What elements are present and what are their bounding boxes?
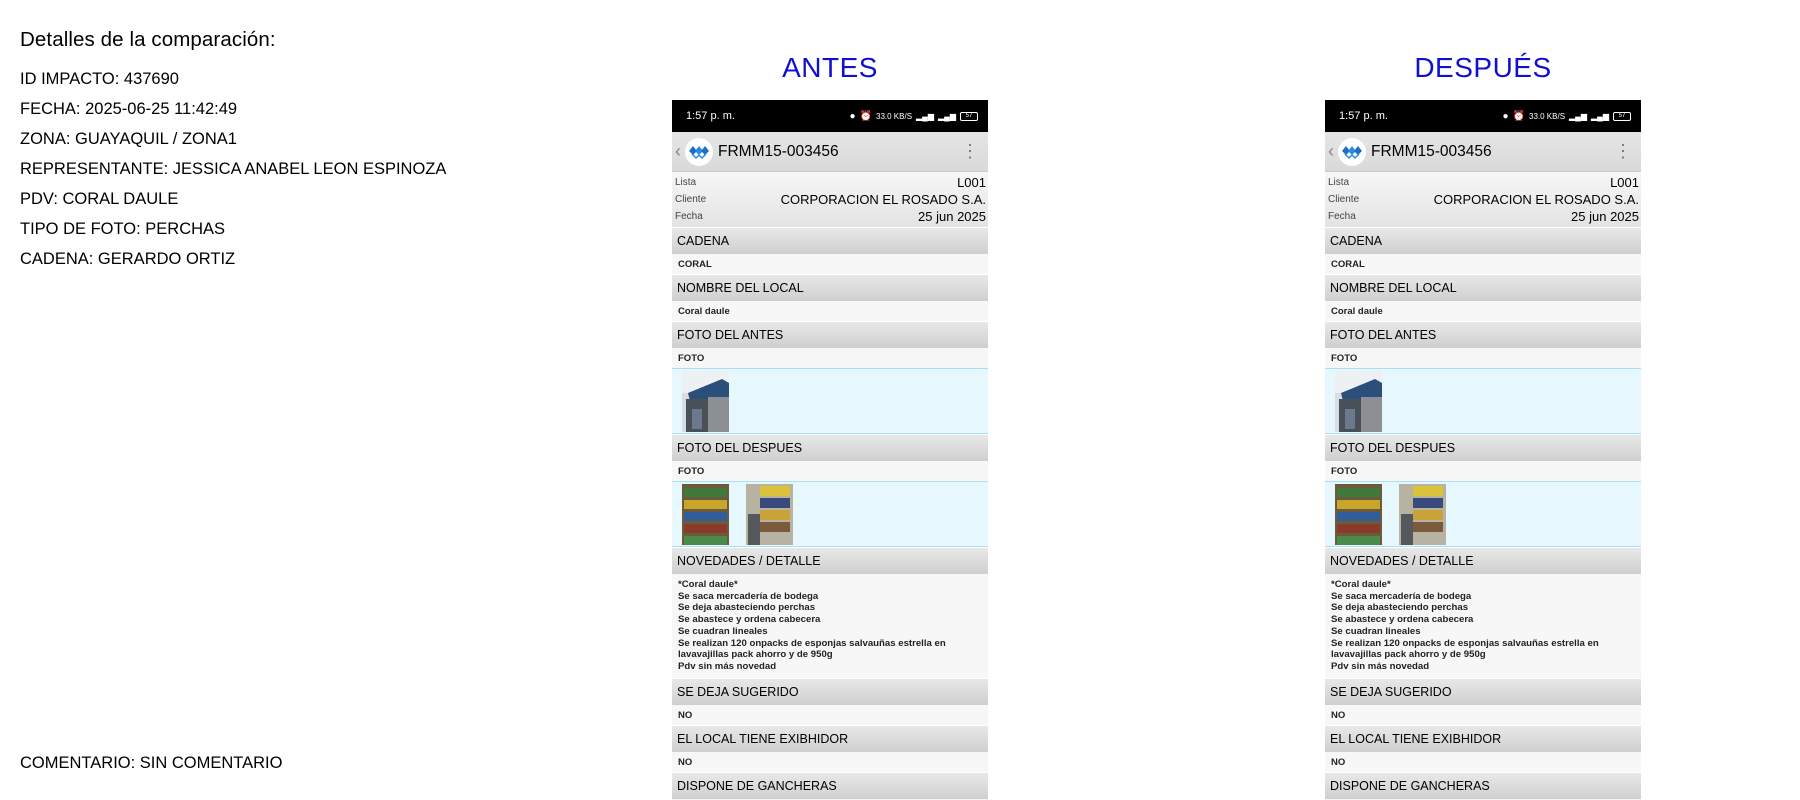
status-time: 1:57 p. m.: [1339, 110, 1388, 122]
notes-novedades: [1325, 574, 1641, 678]
status-bar: [1325, 100, 1641, 132]
info-row-fecha: Fecha 25 jun 2025: [675, 209, 986, 224]
alarm-icon: ⏰: [1512, 110, 1525, 122]
value-cadena: CORAL: [1325, 254, 1641, 274]
more-vert-icon[interactable]: ⋮: [961, 141, 979, 161]
phone-screenshot-antes: [672, 100, 988, 800]
info-row-lista: Lista L001: [1328, 175, 1639, 190]
status-icons: [1503, 111, 1632, 122]
detail-representante: REPRESENTANTE: JESSICA ANABEL LEON ESPINOZA: [20, 160, 447, 178]
section-nombre-local: NOMBRE DEL LOCAL: [672, 274, 988, 301]
form-id-title: FRMM15-003456: [718, 142, 839, 160]
value-sugerido: NO: [672, 705, 988, 725]
app-bar: [672, 132, 988, 172]
note-line: Se cuadran lineales: [1331, 625, 1421, 637]
note-line: Pdv sin más novedad: [678, 660, 777, 672]
photo-thumbnail-storefront[interactable]: [1335, 371, 1382, 432]
app-logo: [1338, 138, 1366, 166]
section-gancheras: DISPONE DE GANCHERAS: [672, 772, 988, 799]
info-row-cliente: Cliente CORPORACION EL ROSADO S.A.: [1328, 192, 1639, 207]
section-cadena: CADENA: [1325, 227, 1641, 254]
panel-title-antes: ANTES: [782, 52, 878, 83]
network-speed: 33.0 KB/S: [876, 111, 913, 121]
alarm-icon: ⏰: [859, 110, 872, 122]
photo-row-antes: [1325, 368, 1641, 434]
note-line: Se deja abasteciendo perchas: [678, 602, 816, 614]
back-icon[interactable]: ‹: [675, 141, 681, 161]
info-row-fecha: Fecha 25 jun 2025: [1328, 209, 1639, 224]
detail-pdv: PDV: CORAL DAULE: [20, 190, 179, 208]
value-exhibidor: NO: [1325, 752, 1641, 772]
value-cadena: CORAL: [672, 254, 988, 274]
note-line: Se saca mercadería de bodega: [678, 590, 819, 602]
note-line: *Coral daule*: [1331, 579, 1391, 590]
note-line: lavavajillas pack ahorro y de 950g: [1331, 649, 1486, 661]
location-icon: ●: [849, 110, 856, 122]
detail-tipo-foto: TIPO DE FOTO: PERCHAS: [20, 220, 226, 238]
signal-icon-2: ▂▄▆: [1591, 111, 1609, 121]
photo-thumbnail-storefront[interactable]: [682, 371, 729, 432]
battery-icon: 57: [1613, 112, 1631, 121]
photo-thumbnail-shelf-1[interactable]: [682, 484, 729, 545]
detail-cadena: CADENA: GERARDO ORTIZ: [20, 250, 236, 268]
detail-fecha: FECHA: 2025-06-25 11:42:49: [20, 100, 238, 118]
detail-id-impacto: ID IMPACTO: 437690: [20, 70, 179, 88]
signal-icon: ▂▄▆: [1569, 111, 1588, 121]
section-nombre-local: NOMBRE DEL LOCAL: [1325, 274, 1641, 301]
signal-icon: ▂▄▆: [916, 111, 935, 121]
section-exhibidor: EL LOCAL TIENE EXIBHIDOR: [672, 725, 988, 752]
value-nombre-local: Coral daule: [1325, 301, 1641, 321]
signal-icon-2: ▂▄▆: [938, 111, 956, 121]
note-line: Se realizan 120 onpacks de esponjas salvauñas estrella en: [678, 637, 946, 649]
value-exhibidor: NO: [672, 752, 988, 772]
panel-title-despues: DESPUÉS: [1414, 52, 1552, 83]
photo-thumbnail-shelf-2[interactable]: [1399, 484, 1446, 545]
section-foto-antes: FOTO DEL ANTES: [672, 321, 988, 348]
comment-text: COMENTARIO: SIN COMENTARIO: [20, 754, 283, 772]
section-foto-despues: FOTO DEL DESPUES: [1325, 434, 1641, 461]
note-line: Se saca mercadería de bodega: [1331, 590, 1472, 602]
note-line: Se abastece y ordena cabecera: [1331, 614, 1474, 626]
section-novedades: NOVEDADES / DETALLE: [672, 547, 988, 574]
note-line: Se cuadran lineales: [678, 625, 768, 637]
section-sugerido: SE DEJA SUGERIDO: [672, 678, 988, 705]
form-info: [1325, 172, 1641, 227]
section-foto-despues: FOTO DEL DESPUES: [672, 434, 988, 461]
location-icon: ●: [1502, 110, 1509, 122]
battery-icon: 57: [960, 112, 978, 121]
label-foto-antes: FOTO: [672, 348, 988, 368]
section-exhibidor: EL LOCAL TIENE EXIBHIDOR: [1325, 725, 1641, 752]
app-logo: [685, 138, 713, 166]
status-icons: [850, 111, 979, 122]
value-sugerido: NO: [1325, 705, 1641, 725]
app-bar: [1325, 132, 1641, 172]
label-foto-despues: FOTO: [1325, 461, 1641, 481]
notes-novedades: [672, 574, 988, 678]
value-nombre-local: Coral daule: [672, 301, 988, 321]
label-foto-despues: FOTO: [672, 461, 988, 481]
note-line: Pdv sin más novedad: [1331, 660, 1430, 672]
section-foto-antes: FOTO DEL ANTES: [1325, 321, 1641, 348]
section-novedades: NOVEDADES / DETALLE: [1325, 547, 1641, 574]
note-line: Se deja abasteciendo perchas: [1331, 602, 1469, 614]
note-line: Se realizan 120 onpacks de esponjas salvauñas estrella en: [1331, 637, 1599, 649]
info-row-lista: Lista L001: [675, 175, 986, 190]
section-sugerido: SE DEJA SUGERIDO: [1325, 678, 1641, 705]
detail-zona: ZONA: GUAYAQUIL / ZONA1: [20, 130, 237, 148]
more-vert-icon[interactable]: ⋮: [1614, 141, 1632, 161]
photo-row-despues: [1325, 481, 1641, 547]
status-time: 1:57 p. m.: [686, 110, 735, 122]
details-heading: Detalles de la comparación:: [20, 28, 276, 51]
form-info: [672, 172, 988, 227]
info-row-cliente: Cliente CORPORACION EL ROSADO S.A.: [675, 192, 986, 207]
section-cadena: CADENA: [672, 227, 988, 254]
note-line: Se abastece y ordena cabecera: [678, 614, 821, 626]
photo-thumbnail-shelf-1[interactable]: [1335, 484, 1382, 545]
phone-screenshot-despues: [1325, 100, 1641, 800]
network-speed: 33.0 KB/S: [1529, 111, 1566, 121]
section-gancheras: DISPONE DE GANCHERAS: [1325, 772, 1641, 799]
photo-row-despues: [672, 481, 988, 547]
label-foto-antes: FOTO: [1325, 348, 1641, 368]
back-icon[interactable]: ‹: [1328, 141, 1334, 161]
photo-thumbnail-shelf-2[interactable]: [746, 484, 793, 545]
comparison-details: [20, 28, 580, 278]
status-bar: [672, 100, 988, 132]
form-id-title: FRMM15-003456: [1371, 142, 1492, 160]
note-line: lavavajillas pack ahorro y de 950g: [678, 649, 833, 661]
note-line: *Coral daule*: [678, 579, 738, 590]
photo-row-antes: [672, 368, 988, 434]
